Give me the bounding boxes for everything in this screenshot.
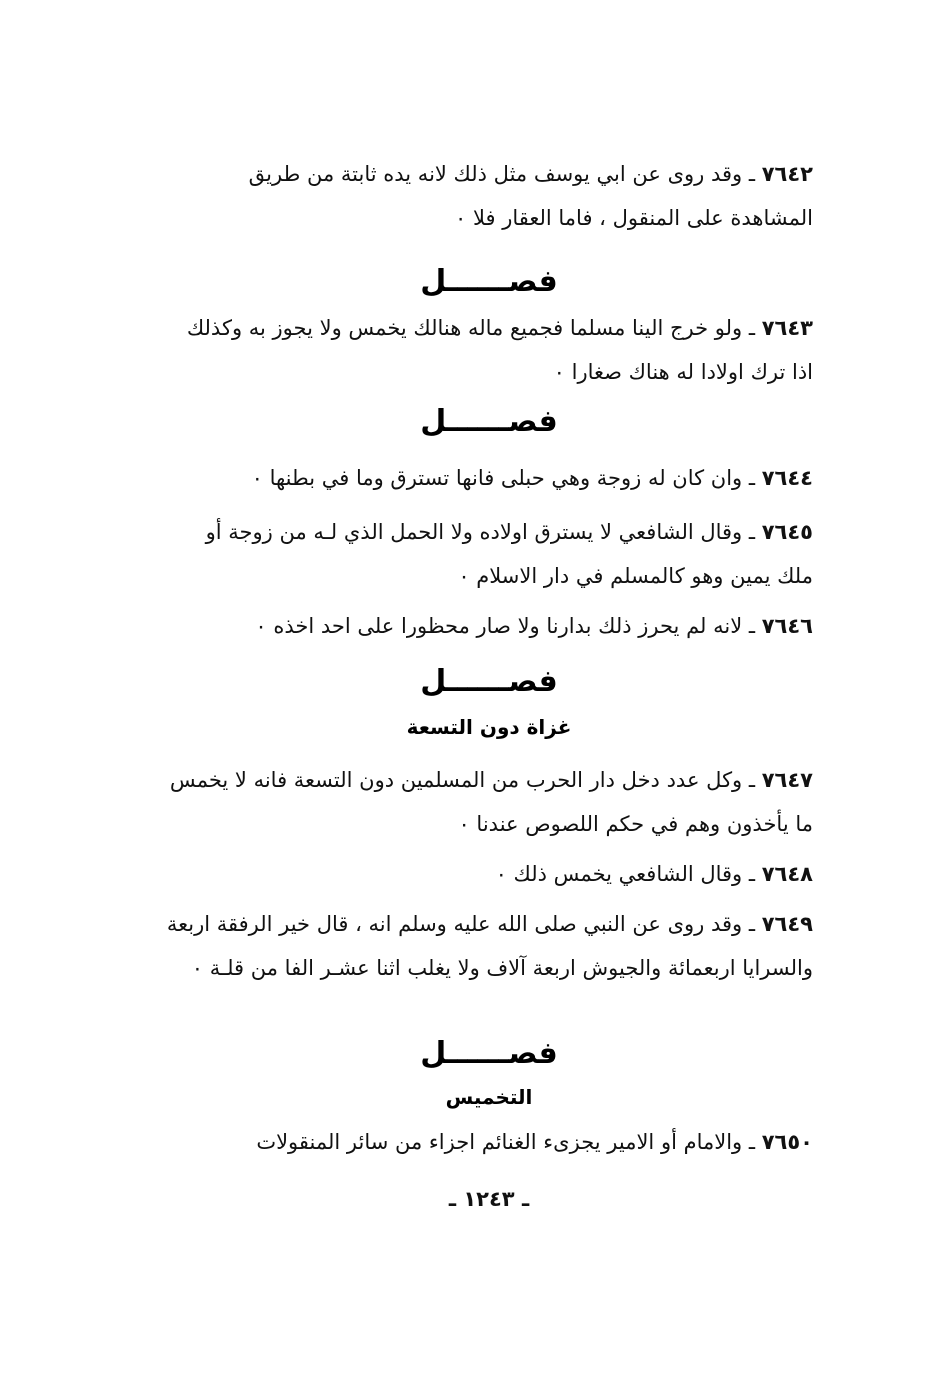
paragraph-7648 — [165, 852, 813, 896]
entry-number: ٧٦٤٧ — [761, 768, 813, 792]
paragraph-7646 — [165, 604, 813, 648]
page-number: ـ ١٢٤٣ ـ — [448, 1187, 530, 1211]
paragraph-7644 — [165, 456, 813, 500]
entry-text: ـ والامام أو الامير يجزىء الغنائم اجزاء من سائر المنقولات — [256, 1130, 756, 1154]
entry-text: ـ وان كان له زوجة وهي حبلى فانها تسترق وما في بطنها ٠ — [251, 466, 756, 490]
section-heading-fasl: فصــــــل — [420, 1036, 558, 1071]
paragraph-7642 — [165, 152, 813, 240]
entry-text: ـ وقال الشافعي لا يسترق اولاده ولا الحمل الذي لـه من زوجة أو ملك يمين وهو كالمسلم في دار الاسلام ٠ — [205, 520, 813, 588]
paragraph-7643 — [165, 306, 813, 394]
entry-text: ـ وقال الشافعي يخمس ذلك ٠ — [495, 862, 756, 886]
entry-number: ٧٦٤٨ — [761, 862, 813, 886]
section-subheading: غزاة دون التسعة — [406, 715, 572, 739]
entry-number: ٧٦٥٠ — [761, 1130, 813, 1154]
section-subheading: التخميس — [445, 1085, 533, 1109]
paragraph-7650 — [165, 1120, 813, 1164]
entry-text: ـ وكل عدد دخل دار الحرب من المسلمين دون التسعة فانه لا يخمس ما يأخذون وهم في حكم اللصوص عندنا ٠ — [169, 768, 813, 836]
entry-text: ـ وقد روى عن ابي يوسف مثل ذلك لانه يده ثابتة من طريق المشاهدة على المنقول ، فاما العقار فلا ٠ — [248, 162, 813, 230]
entry-text: ـ لانه لم يحرز ذلك بدارنا ولا صار محظورا على احد اخذه ٠ — [255, 614, 756, 638]
section-heading-fasl: فصــــــل — [420, 664, 558, 699]
entry-number: ٧٦٤٩ — [761, 912, 813, 936]
entry-number: ٧٦٤٤ — [761, 466, 813, 490]
paragraph-7645 — [165, 510, 813, 598]
entry-number: ٧٦٤٣ — [761, 316, 813, 340]
section-heading-fasl: فصــــــل — [420, 264, 558, 299]
entry-number: ٧٦٤٦ — [761, 614, 813, 638]
entry-number: ٧٦٤٢ — [761, 162, 813, 186]
paragraph-7649 — [165, 902, 813, 990]
entry-text: ـ وقد روى عن النبي صلى الله عليه وسلم انه ، قال خير الرفقة اربعة والسرايا اربعمائة والجيوش اربعة آلاف ولا يغلب اثنا عشـر الفا من قلـة ٠ — [166, 912, 813, 980]
section-heading-fasl: فصــــــل — [420, 404, 558, 439]
entry-number: ٧٦٤٥ — [761, 520, 813, 544]
paragraph-7647 — [165, 758, 813, 846]
entry-text: ـ ولو خرج الينا مسلما فجميع ماله هنالك يخمس ولا يجوز به وكذلك اذا ترك اولادا له هناك صغارا ٠ — [186, 316, 813, 384]
